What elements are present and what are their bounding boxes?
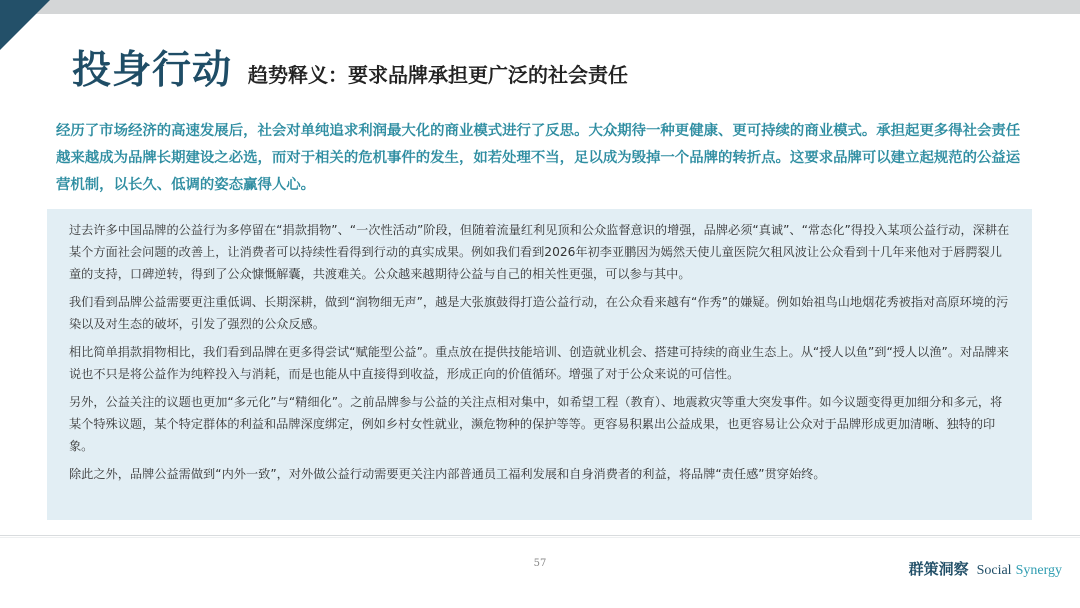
content-paragraph-3: 相比简单捐款捐物相比，我们看到品牌在更多得尝试“赋能型公益”。重点放在提供技能培训、创造就业机会、搭建可持续的商业生态上。从“授人以鱼”到“授人以渔”。对品牌来说也不只是将公益作为纯粹投入与消耗，而是也能从中直接得到收益，形成正向的价值循环。增强了对于公众来说的可信性。 [69, 345, 1009, 381]
content-paragraph-1: 过去许多中国品牌的公益行为多停留在“捐款捐物”、“一次性活动”阶段，但随着流量红利见顶和公众监督意识的增强，品牌必须“真诚”、“常态化”得投入某项公益行动，深耕在某个方面社会问题的改善上，让消费者可以持续性看得到行动的真实成果。例如我们看到2026年初李亚鹏因为嫣然天使儿童医院欠租风波让公众看到十几年来他对于唇腭裂儿童的支持，口碑逆转，得到了公众慷慨解囊，共渡难关。公众越来越期待公益与自己的相关性更强，可以参与其中。 [69, 223, 1010, 281]
content-paragraph-5: 除此之外，品牌公益需做到“内外一致”，对外做公益行动需要更关注内部普通员工福利发展和自身消费者的利益，将品牌“责任感”贯穿始终。 [69, 467, 826, 481]
top-bar [0, 0, 1080, 14]
page-title: 投身行动 [72, 48, 233, 93]
brand-logo [909, 558, 1062, 579]
content-box [47, 209, 1032, 520]
page-subtitle: 趋势释义：要求品牌承担更广泛的社会责任 [248, 63, 629, 87]
title-row [72, 44, 628, 94]
brand-name-en-synergy: Synergy [1015, 563, 1062, 578]
footer-divider [0, 535, 1080, 536]
brand-name-en-social: Social [976, 563, 1012, 578]
intro-paragraph: 经历了市场经济的高速发展后，社会对单纯追求利润最大化的商业模式进行了反思。大众期待一种更健康、更可持续的商业模式。承担起更多得社会责任越来越成为品牌长期建设之必选，而对于相关的危机事件的发生，如若处理不当，足以成为毁掉一个品牌的转折点。这要求品牌可以建立起规范的公益运营机制，以长久、低调的姿态赢得人心。 [56, 123, 1021, 193]
page-number: 57 [533, 558, 547, 569]
content-paragraph-4: 另外，公益关注的议题也更加“多元化”与“精细化”。之前品牌参与公益的关注点相对集中，如希望工程（教育）、地震救灾等重大突发事件。如今议题变得更加细分和多元，将某个特殊议题，某个特定群体的利益和品牌深度绑定，例如乡村女性就业，濒危物种的保护等等。更容易积累出公益成果，也更容易让公众对于品牌形成更加清晰、独特的印象。 [69, 395, 1003, 453]
content-paragraph-2: 我们看到品牌公益需要更注重低调、长期深耕，做到“润物细无声”，越是大张旗鼓得打造公益行动，在公众看来越有“作秀”的嫌疑。例如始祖鸟山地烟花秀被指对高原环境的污染以及对生态的破坏，引发了强烈的公众反感。 [69, 295, 1009, 331]
corner-triangle-decoration [0, 0, 50, 50]
footer-divider-light [0, 537, 1080, 538]
brand-name-cn: 群策洞察 [908, 560, 969, 578]
